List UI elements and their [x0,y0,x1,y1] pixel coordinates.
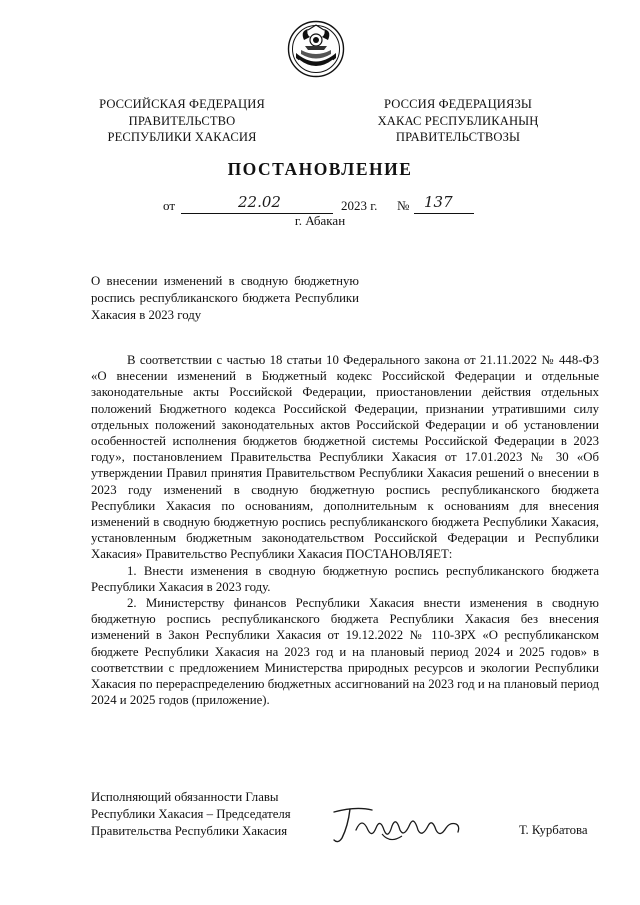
header-left-line3: РЕСПУБЛИКИ ХАКАСИЯ [107,130,257,144]
handwritten-date: 22.02 [238,193,281,211]
header-russian [72,96,292,146]
header-khakas [348,96,568,146]
from-label: от [163,198,176,213]
header-right-line2: ХАКАС РЕСПУБЛИКАНЫҢ [377,113,539,128]
signatory-name: Т. Курбатова [519,823,588,837]
header-right-line1: РОССИЯ ФЕДЕРАЦИЯЗЫ [384,97,532,111]
signatory-line1: Исполняющий обязанности Главы [91,790,279,804]
header-left-line1: РОССИЙСКАЯ ФЕДЕРАЦИЯ [99,97,265,111]
signatory-line2: Республики Хакасия – Председателя [91,807,291,821]
signatory-title [91,789,291,840]
handwritten-signature [326,800,470,848]
document-body [91,352,599,708]
coat-of-arms-icon [287,20,345,78]
number-label: № [397,198,410,213]
header-right-line3: ПРАВИТЕЛЬСТВОЗЫ [395,130,521,144]
handwritten-number: 137 [424,193,453,211]
year-label: 2023 г. [341,198,378,213]
body-paragraph-item-2: 2. Министерству финансов Республики Хакасия внести изменения в сводную бюджетную роспись республиканского бюджета Республики Хакасия без внесения изменений в Закон Республики Хакасия от 19.12.2022 № 110-ЗРХ «О республиканском бюджете Республики Хакасия на 2023 год и на плановый период 2024 и 2025 годов» в соответствии с предложением Министерства природных ресурсов и экологии Республики Хакасия по перераспределению бюджетных ассигнований на 2023 год и на плановый период 2024 и 2025 годов (приложение). [91,596,599,708]
document-title: ПОСТАНОВЛЕНИЕ [227,159,413,179]
body-paragraph-item-1: 1. Внести изменения в сводную бюджетную роспись республиканского бюджета Республики Хакасия в 2023 году. [91,563,599,594]
document-subject: О внесении изменений в сводную бюджетную роспись республиканского бюджета Республики Хакасия в 2023 году [91,274,359,322]
header-left-line2: ПРАВИТЕЛЬСТВО [128,113,236,128]
body-paragraph-preamble: В соответствии с частью 18 статьи 10 Федерального закона от 21.11.2022 № 448-ФЗ «О внесении изменений в Бюджетный кодекс Российской Федерации и отдельные законодательные акты Российской Федерации, приостановлении действия отдельных положений Бюджетного кодекса Российской Федерации, признании утратившими силу отдельных положений законодательных актов Российской Федерации и об установлении особенностей исполнения бюджетов бюджетной системы Российской Федерации в 2023 году», постановлением Правительства Республики Хакасия от 17.01.2023 № 30 «Об утверждении Правил принятия Правительством Республики Хакасия решений о внесении в 2023 году изменений в сводную бюджетную роспись республиканского бюджета Республики Хакасия по основаниям, дополнительным к основаниям для внесения изменений в сводную бюджетную роспись республиканского бюджета Республики Хакасия, установленным бюджетным законодательством Российской Федерации и Республики Хакасия» Правительство Республики Хакасия ПОСТАНОВЛЯЕТ: [91,353,599,562]
city: г. Абакан [294,213,346,228]
signatory-line3: Правительства Республики Хакасия [91,824,288,838]
